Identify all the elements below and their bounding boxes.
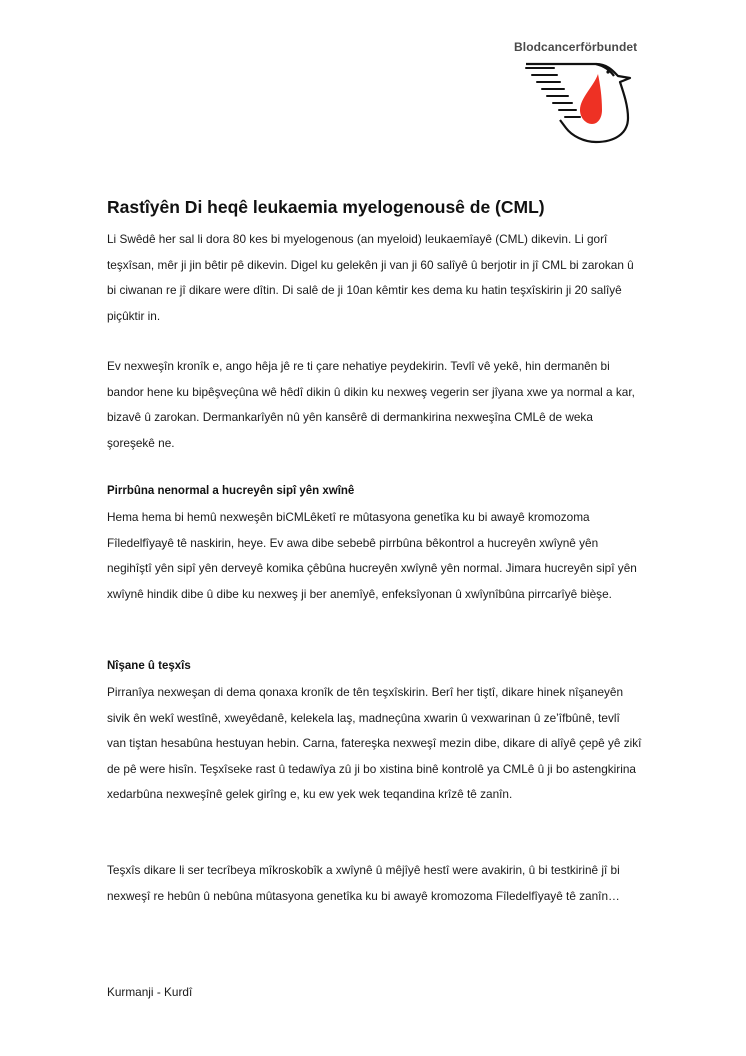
dove-with-blood-drop-icon: [524, 60, 636, 144]
paragraph-symptoms: Pirranîya nexweşan di dema qonaxa kronîk de tên teşxîskirin. Berî her tiştî, dikare hinek nîşaneyên sivik ên wekî westînê, xweyêdanê, kelekela laş, madneçûna xwarin û vexwarinan û ze’îfbûnê, tevlî van tiştan hesabûna hestuyan hebin. Carna, fatereşka nexweşî mezin dibe, dikare di alîyê çepê yê zikî de pê were hisîn. Teşxîseke rast û tedawîya zû ji bo xistina binê kontrolê ya CMLê û ji bo astengkirina xedarbûna nexweşînê gelek girîng e, ku ew yek wek teqandina krîzê tê zanîn.: [107, 685, 642, 802]
paragraph-chronic: Ev nexweşîn kronîk e, ango hêja jê re ti çare nehatiye peydekirin. Tevlî vê yekê, hin dermanên bi bandor hene ku bipêşveçûna wê hêdî dikin û dikin ku nexweş vegerin ser jîyana xwe ya normal a kar, bizavê û zarokan. Dermankarîyên nû yên kansêrê di dermankirina nexweşîna CMLê de weka şoreşekê ne.: [107, 359, 635, 450]
section-heading-symptoms-diagnosis: Nîşane û teşxîs: [107, 660, 191, 672]
footer-language: Kurmanji - Kurdî: [107, 985, 193, 999]
section-heading-abnormal-growth: Pirrbûna nenormal a hucreyên sipî yên xwînê: [107, 485, 355, 497]
paragraph-diagnosis: Teşxîs dikare li ser tecrîbeya mîkroskobîk a xwîynê û mêjîyê hestî were avakirin, û bi testkirinê jî bi nexweşî re hebûn û nebûna mûtasyona genetîka ku bi awayê kromozoma Fîledelfîyayê tê zanîn…: [107, 863, 620, 903]
wing-stripes: [526, 68, 580, 117]
blood-drop: [580, 74, 602, 124]
paragraph-intro: Li Swêdê her sal li dora 80 kes bi myelogenous (an myeloid) leukaemîayê (CML) dikevin. Li gorî teşxîsan, mêr ji jin bêtir pê dikevin. Digel ku gelekên ji van ji 60 salîyê û berjotir in jî CML bi zarokan û bi ciwanan re jî dikare were dîtin. Di salê de ji 10an kêmtir kes dema ku hatin teşxîskirin ji 20 salîyê piçûktir in.: [107, 232, 634, 323]
paragraph-abnormal-growth: Hema hema bi hemû nexweşên biCMLêketî re mûtasyona genetîka ku bi awayê kromozoma Fîledelfîyayê tê naskirin, heye. Ev awa dibe sebebê pirrbûna bêkontrol a hucreyên xwîynê yên negihîştî yên sipî yên derveyê komika çêbûna hucreyên xwîynê yên normal. Jimara hucreyên sipî yên xwîynê hindik dibe û dibe ku nexweş ji ber anemîyê, enfeksîyonan û xwîynîbûna pirrcarîyê bièşe.: [107, 510, 637, 601]
dove-eye: [606, 70, 609, 73]
document-title: Rastîyên Di heqê leukaemia myelogenousê de (CML): [107, 197, 545, 217]
org-name: Blodcancerförbundet: [514, 40, 638, 54]
